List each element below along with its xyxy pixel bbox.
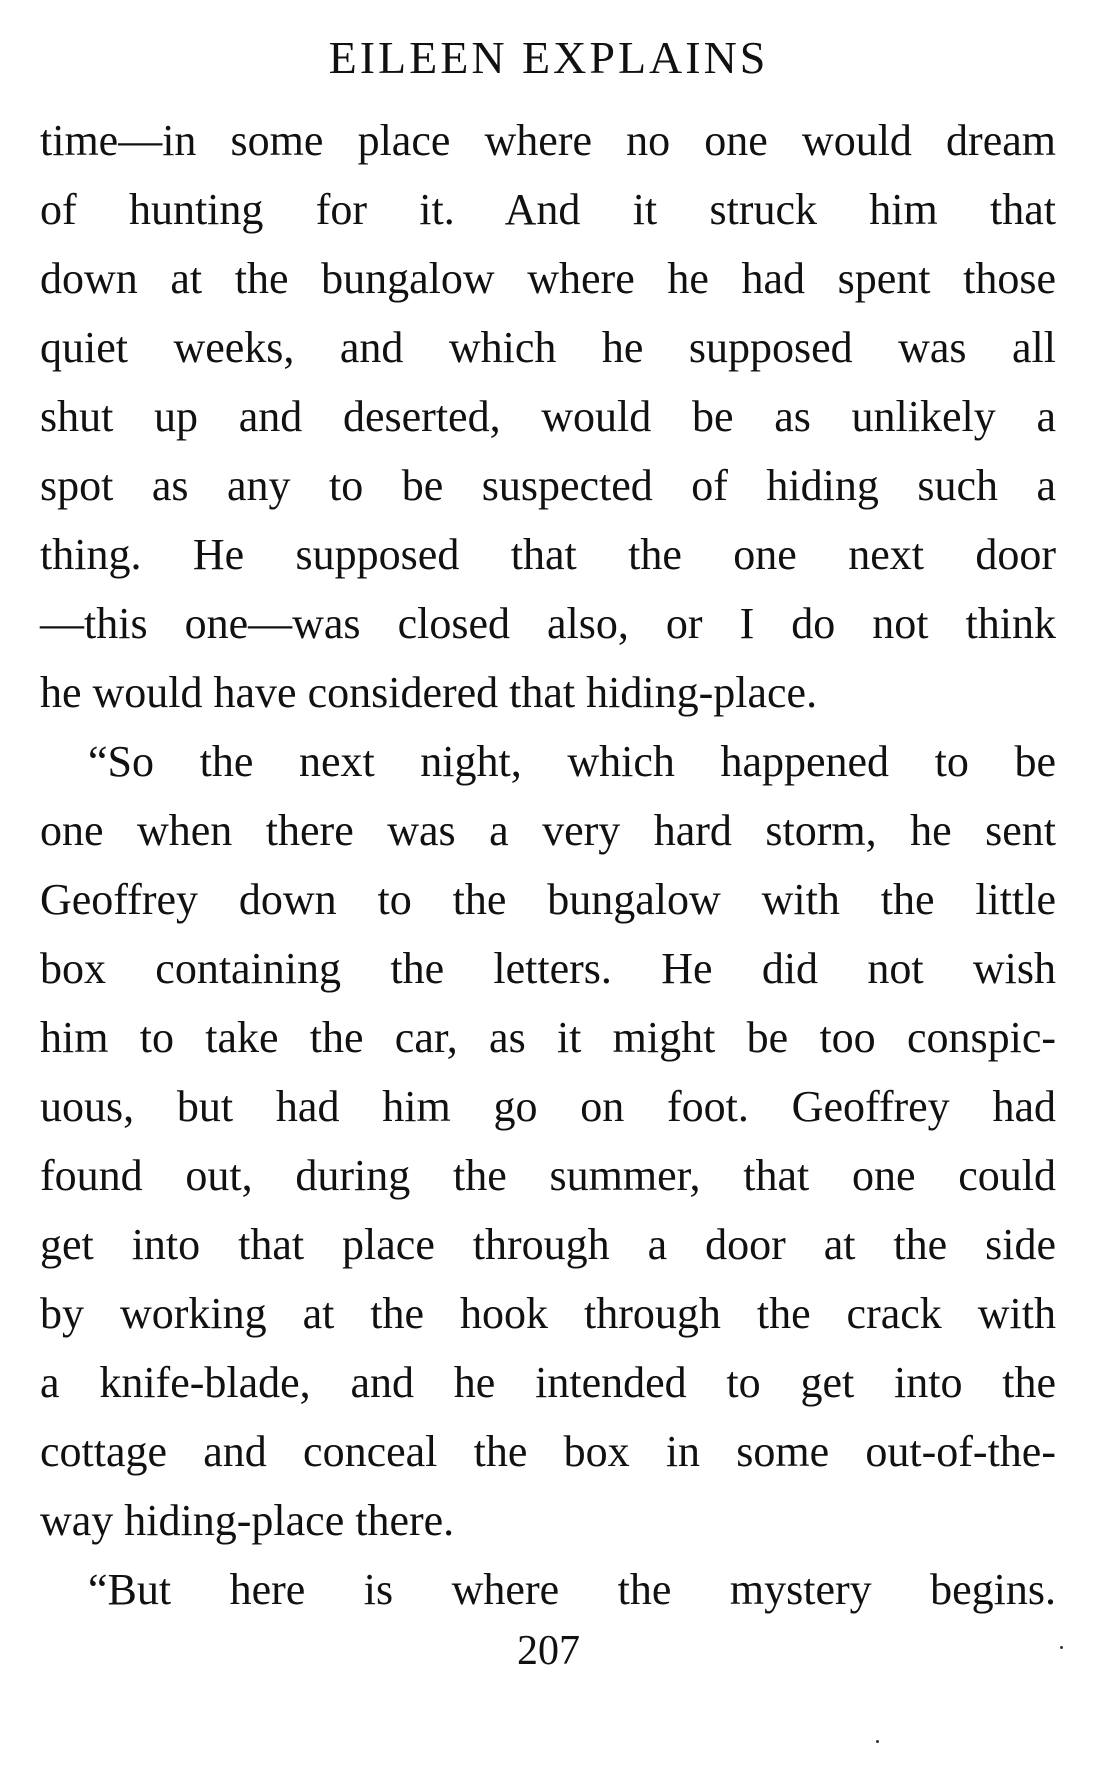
text-line: shut up and deserted, would be as unlikely a (40, 392, 1056, 441)
text-line: uous, but had him go on foot. Geoffrey had (40, 1082, 1056, 1131)
text-line: a knife-blade, and he intended to get into the (40, 1358, 1056, 1407)
text-line: cottage and conceal the box in some out-of-the- (40, 1427, 1056, 1476)
text-line: box containing the letters. He did not wish (40, 944, 1056, 993)
paper-speck (1060, 1646, 1063, 1649)
text-line: by working at the hook through the crack with (40, 1289, 1056, 1338)
text-line: thing. He supposed that the one next door (40, 530, 1056, 579)
text-line: spot as any to be suspected of hiding such a (40, 461, 1056, 510)
body-text (40, 106, 1056, 1624)
paper-speck (876, 1740, 879, 1743)
text-line: he would have considered that hiding-place. (40, 668, 818, 717)
text-line: of hunting for it. And it struck him that (40, 185, 1056, 234)
page-number: 207 (517, 1628, 580, 1674)
text-line: time—in some place where no one would dream (40, 116, 1056, 165)
text-line: “So the next night, which happened to be (88, 737, 1056, 786)
text-line: Geoffrey down to the bungalow with the little (40, 875, 1056, 924)
text-line: him to take the car, as it might be too conspic- (40, 1013, 1056, 1062)
text-line: way hiding-place there. (40, 1496, 455, 1545)
text-line: “But here is where the mystery begins. (88, 1565, 1056, 1614)
text-line: quiet weeks, and which he supposed was all (40, 323, 1056, 372)
text-line: —this one—was closed also, or I do not think (40, 599, 1056, 648)
text-line: down at the bungalow where he had spent those (40, 254, 1056, 303)
running-head: EILEEN EXPLAINS (328, 32, 769, 83)
text-line: found out, during the summer, that one could (40, 1151, 1056, 1200)
text-line: one when there was a very hard storm, he sent (40, 806, 1056, 855)
text-line: get into that place through a door at the side (40, 1220, 1056, 1269)
